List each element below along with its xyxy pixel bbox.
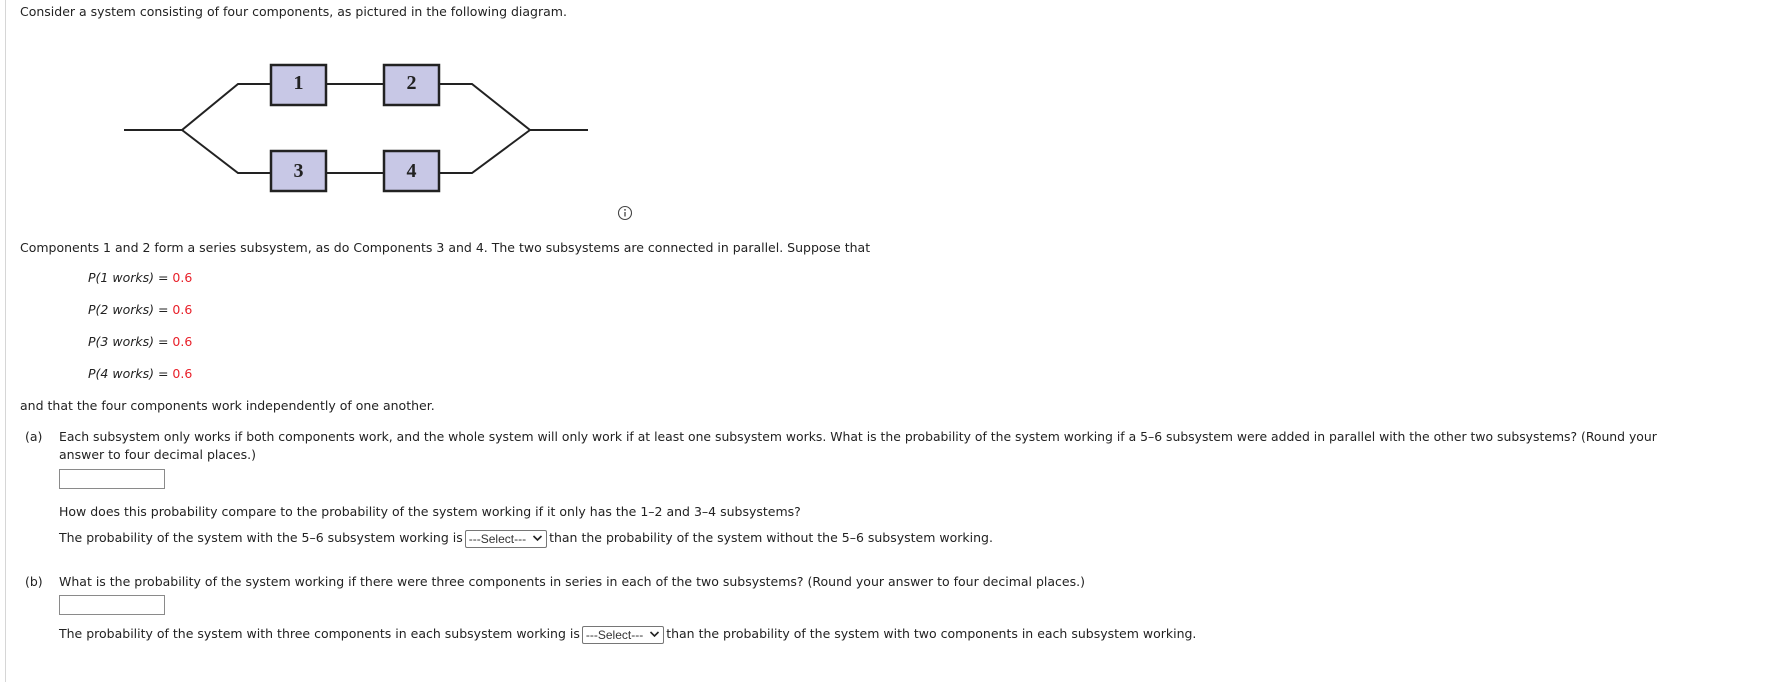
part-b-select[interactable]: [582, 626, 664, 644]
part-a-answer-input[interactable]: [59, 469, 165, 489]
lower-left-wire: [182, 130, 271, 173]
lower-right-wire: [439, 130, 530, 173]
component-label-3: 3: [293, 160, 304, 182]
part-a-label: (a): [25, 429, 43, 444]
component-label-1: 1: [293, 72, 304, 94]
probability-3: [88, 334, 192, 349]
probability-2: [88, 302, 192, 317]
probability-label: P(1 works) =: [88, 270, 173, 285]
component-label-2: 2: [406, 72, 417, 94]
intro-text: Consider a system consisting of four components, as pictured in the following diagram.: [20, 4, 567, 19]
part-b-statement: [59, 625, 1196, 643]
probability-label: P(3 works) =: [88, 334, 173, 349]
part-a-select-value: ---Select---: [468, 532, 527, 546]
part-a-compare-question: How does this probability compare to the probability of the system working if it only has the 1–2 and 3–4 subsystems?: [59, 504, 801, 519]
upper-left-wire: [182, 84, 271, 130]
independence-text: and that the four components work independently of one another.: [20, 398, 435, 413]
part-b-statement-before: The probability of the system with three components in each subsystem working is: [59, 626, 580, 641]
part-b-question: What is the probability of the system working if there were three components in series in each of the two subsystems? (Round your answer to four decimal places.): [59, 574, 1085, 589]
probability-value: 0.6: [172, 302, 193, 317]
left-border: [5, 0, 6, 682]
part-a-select[interactable]: [465, 530, 547, 548]
system-diagram: [120, 60, 600, 200]
part-b-label: (b): [25, 574, 43, 589]
part-a-question-cont: answer to four decimal places.): [59, 447, 256, 462]
probability-4: [88, 366, 192, 381]
probability-1: [88, 270, 192, 285]
chevron-down-icon: [532, 531, 543, 545]
component-label-4: 4: [406, 160, 417, 182]
probability-label: P(4 works) =: [88, 366, 173, 381]
part-b-statement-after: than the probability of the system with two components in each subsystem working.: [666, 626, 1197, 641]
probability-label: P(2 works) =: [88, 302, 173, 317]
probability-value: 0.6: [172, 334, 193, 349]
probability-value: 0.6: [172, 366, 193, 381]
chevron-down-icon: [649, 627, 660, 641]
part-a-statement-after: than the probability of the system without the 5–6 subsystem working.: [549, 530, 993, 545]
part-b-answer-input[interactable]: [59, 595, 165, 615]
part-a-question: Each subsystem only works if both components work, and the whole system will only work if at least one subsystem works. What is the probability of the system working if a 5–6 subsystem were added in parallel with the other two subsystems? (Round your: [59, 429, 1657, 444]
upper-right-wire: [439, 84, 530, 130]
description-text: Components 1 and 2 form a series subsystem, as do Components 3 and 4. The two subsystems are connected in parallel. Suppose that: [20, 240, 871, 255]
part-a-statement: [59, 529, 993, 547]
info-icon[interactable]: [617, 205, 633, 221]
part-b-select-value: ---Select---: [585, 628, 644, 642]
part-a-statement-before: The probability of the system with the 5–6 subsystem working is: [59, 530, 463, 545]
probability-value: 0.6: [172, 270, 193, 285]
